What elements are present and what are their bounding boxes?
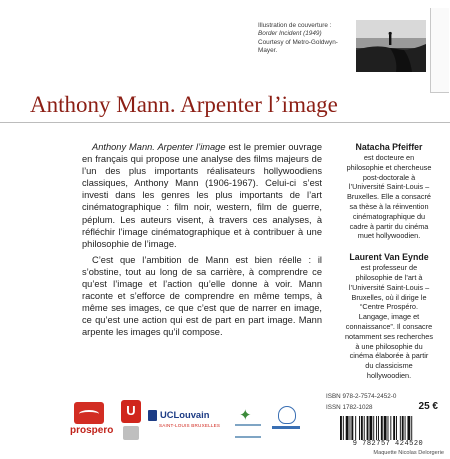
author-name: Laurent Van Eynde (349, 252, 429, 263)
partner-lines-icon (235, 424, 261, 438)
barcode-bars (338, 416, 438, 442)
barcode-bar (378, 416, 379, 442)
star-icon: ✦ (239, 407, 252, 424)
mockup-credit: Maquette Nicolas Delorgerie (373, 450, 444, 456)
blurb-paragraph-1 (82, 141, 322, 250)
author-bio: est professeur de philosophie de l’art à l’Université Saint-Louis – Bruxelles, où il dirige le “Centre Prospéro. Langage, image et connaissance”. Il consacre notamment ses recherches à une philosophie du cinéma élaborée à partir du classicisme hollywoodien. (345, 263, 434, 380)
barcode-bar (346, 416, 349, 442)
barcode-bar (384, 416, 387, 442)
publisher-logos (70, 396, 302, 446)
issn-text: ISSN 1782-1028 (326, 403, 373, 411)
rooster-icon (278, 406, 296, 424)
barcode-bar (343, 416, 344, 442)
u-shield-logo (121, 400, 141, 423)
barcode-bar (340, 416, 342, 442)
barcode-bar (364, 416, 365, 442)
barcode-bar (402, 416, 404, 442)
barcode-bar (396, 416, 397, 442)
cover-flap-edge (430, 8, 449, 93)
barcode-bar (355, 416, 356, 442)
caption-line-1: Illustration de couverture : (258, 22, 332, 29)
blurb-paragraph-1-text: est le premier ouvrage en français qui propose une analyse des films majeurs de l’un des plus importants réalisateurs hollywoodiens classiques, Anthony Mann (1906-1967). Celui-ci s’est investi dans les genres les plus importants de l’art cinématographique : film noir, western, film de guerre, péplum. Les auteurs visent, à travers ces analyses, à réfléchir l’image cinématographique et à contribuer à une philosophie de l’image. (82, 142, 322, 249)
film-still-image (356, 20, 426, 72)
barcode-bar (407, 416, 410, 442)
barcode-bar (411, 416, 412, 442)
prospero-wordmark: prospero (70, 425, 114, 436)
price: 25 € (418, 400, 438, 412)
title-divider (0, 122, 450, 123)
barcode-bar (359, 416, 360, 442)
caption-line-2: Border Incident (1949) (258, 30, 322, 38)
uclouvain-subtitle: SAINT-LOUIS BRUXELLES (159, 423, 221, 428)
caption-line-3: Courtesy of Metro-Goldwyn-Mayer. (258, 38, 338, 55)
federation-logo (274, 406, 298, 436)
barcode-bar (351, 416, 353, 442)
partner-star-logo (235, 406, 261, 436)
barcode-bar (388, 416, 389, 442)
cover-illustration-caption (258, 22, 354, 56)
barcode-bar (373, 416, 374, 442)
isbn-text: ISBN 978-2-7574-2452-0 (326, 393, 397, 400)
barcode-bar (350, 416, 351, 442)
barcode-bar (369, 416, 372, 442)
author-bios (345, 142, 433, 392)
blurb-paragraph-2: C’est que l’ambition de Mann est bien réelle : il s’obstine, tout au long de sa carrière, à comprendre ce qu’est l’image et l’action qu’elle donne à voir. Mann raconte et s’efforce de comprendre en même temps, à même ses images, ce que c’est que de narrer en image, ce qu’est une action qui est de part en part image. Mann arpente les images qu’il compose. (82, 254, 322, 338)
blurb-text (82, 141, 322, 343)
issn-price-row (326, 402, 438, 413)
prospero-logo (70, 402, 114, 442)
uclouvain-logo (148, 408, 224, 434)
barcode-bar (405, 416, 406, 442)
u-letter: U (126, 403, 136, 418)
barcode-bar (393, 416, 395, 442)
barcode-bar (390, 416, 391, 442)
barcode-bar (367, 416, 369, 442)
barcode-bar (361, 416, 363, 442)
federation-bar-icon (272, 426, 300, 429)
barcode-bar (376, 416, 377, 442)
author-name: Natacha Pfeiffer (355, 142, 423, 152)
barcode-bar (400, 416, 401, 442)
barcode-number: 9 782757 424520 (338, 440, 438, 448)
barcode-bar (381, 416, 383, 442)
u-badge-icon (123, 426, 139, 440)
uclouvain-shield-icon (148, 410, 157, 421)
isbn-block (326, 392, 438, 412)
cover-photo (356, 20, 426, 72)
uclouvain-wordmark: UCLouvain (160, 409, 210, 420)
book-title: Anthony Mann. Arpenter l’image (30, 92, 338, 117)
prospero-wave-icon (74, 402, 104, 424)
blurb-title-italic: Anthony Mann. Arpenter l’image (92, 142, 226, 152)
author-bio: est docteure en philosophie et chercheuse post-doctorale à l’Université Saint-Louis – Bruxelles. Elle a consacré sa thèse à la réinvention cinématographique du cadre à partir du cinéma muet hollywoodien. (346, 153, 432, 241)
